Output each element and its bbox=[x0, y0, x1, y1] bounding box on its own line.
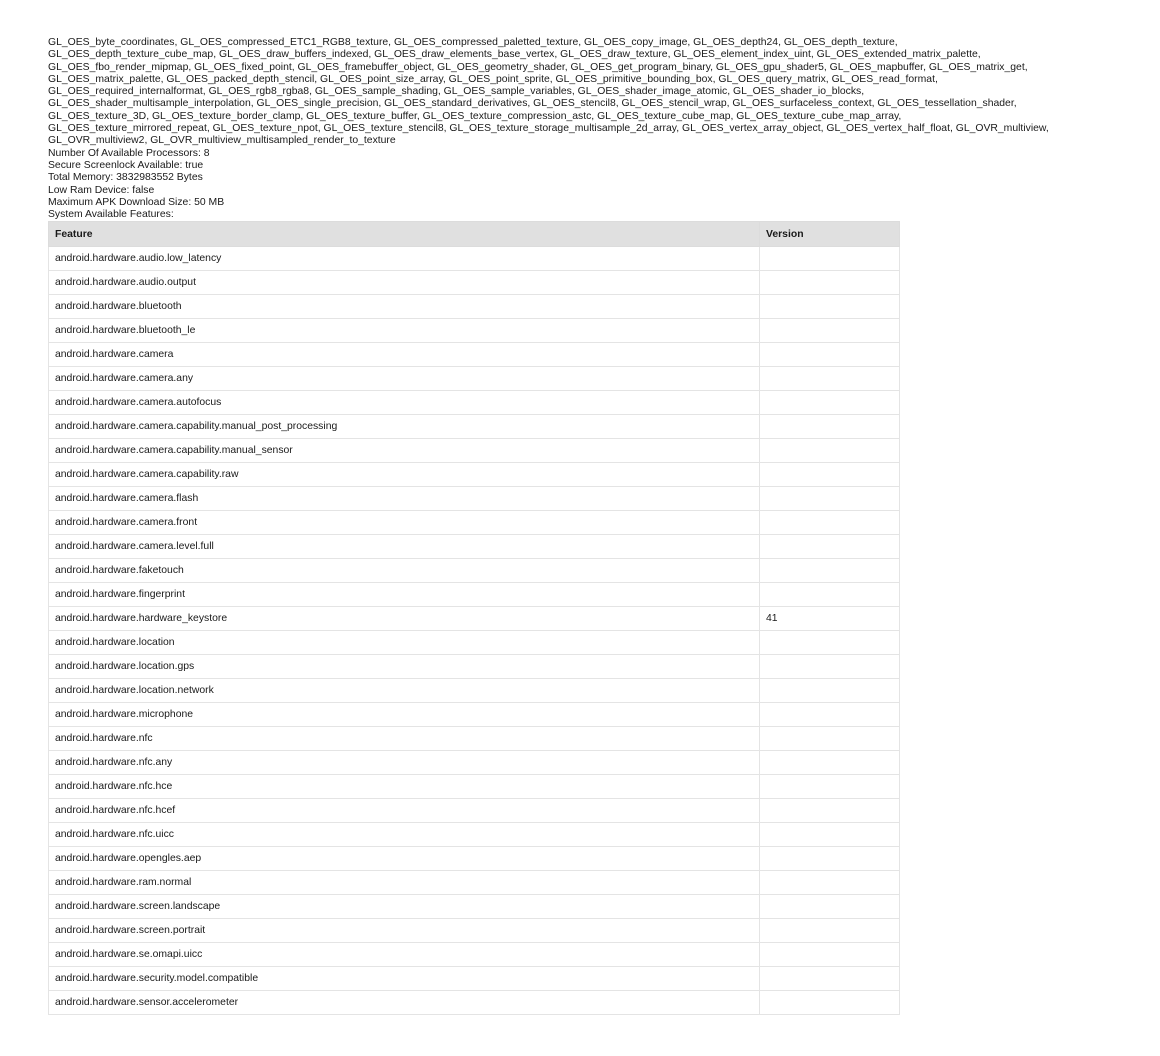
table-row bbox=[49, 919, 900, 943]
table-row bbox=[49, 967, 900, 991]
table-row bbox=[49, 751, 900, 775]
feature-name-cell: android.hardware.camera.capability.manual_post_processing bbox=[49, 415, 760, 439]
gl-extensions-line: GL_OES_byte_coordinates, GL_OES_compressed_ETC1_RGB8_texture, GL_OES_compressed_paletted_texture, GL_OES_copy_image, GL_OES_depth24, GL_OES_depth_texture, bbox=[48, 37, 898, 48]
version-column-header: Version bbox=[760, 222, 900, 247]
feature-version-cell bbox=[760, 583, 900, 607]
feature-name-cell: android.hardware.camera.capability.manual_sensor bbox=[49, 439, 760, 463]
feature-version-cell bbox=[760, 871, 900, 895]
feature-name-cell: android.hardware.audio.low_latency bbox=[49, 247, 760, 271]
table-row bbox=[49, 799, 900, 823]
feature-version-cell bbox=[760, 391, 900, 415]
feature-name-cell: android.hardware.hardware_keystore bbox=[49, 607, 760, 631]
table-row bbox=[49, 775, 900, 799]
feature-name-cell: android.hardware.location.gps bbox=[49, 655, 760, 679]
feature-version-cell bbox=[760, 655, 900, 679]
feature-name-cell: android.hardware.nfc.hcef bbox=[49, 799, 760, 823]
feature-name-cell: android.hardware.screen.landscape bbox=[49, 895, 760, 919]
gl-extensions-line: GL_OES_depth_texture_cube_map, GL_OES_draw_buffers_indexed, GL_OES_draw_elements_base_vertex, GL_OES_draw_texture, GL_OES_element_index_uint, GL_OES_extended_matrix_palette, bbox=[48, 49, 981, 61]
table-row bbox=[49, 823, 900, 847]
table-row bbox=[49, 271, 900, 295]
device-info-document bbox=[48, 37, 1118, 1015]
table-row bbox=[49, 391, 900, 415]
feature-name-cell: android.hardware.security.model.compatible bbox=[49, 967, 760, 991]
feature-version-cell bbox=[760, 919, 900, 943]
system-features-label: System Available Features: bbox=[48, 209, 174, 221]
feature-name-cell: android.hardware.opengles.aep bbox=[49, 847, 760, 871]
table-row bbox=[49, 487, 900, 511]
feature-name-cell: android.hardware.location.network bbox=[49, 679, 760, 703]
table-row bbox=[49, 343, 900, 367]
feature-name-cell: android.hardware.camera.any bbox=[49, 367, 760, 391]
table-row bbox=[49, 319, 900, 343]
feature-version-cell bbox=[760, 847, 900, 871]
feature-version-cell bbox=[760, 799, 900, 823]
feature-version-cell bbox=[760, 967, 900, 991]
table-row bbox=[49, 679, 900, 703]
feature-version-cell bbox=[760, 535, 900, 559]
feature-name-cell: android.hardware.screen.portrait bbox=[49, 919, 760, 943]
feature-name-cell: android.hardware.bluetooth_le bbox=[49, 319, 760, 343]
feature-version-cell bbox=[760, 367, 900, 391]
feature-name-cell: android.hardware.nfc bbox=[49, 727, 760, 751]
table-row bbox=[49, 655, 900, 679]
feature-version-cell bbox=[760, 343, 900, 367]
table-row bbox=[49, 895, 900, 919]
feature-name-cell: android.hardware.nfc.hce bbox=[49, 775, 760, 799]
feature-name-cell: android.hardware.audio.output bbox=[49, 271, 760, 295]
secure-screenlock-status: Secure Screenlock Available: true bbox=[48, 159, 204, 171]
feature-version-cell bbox=[760, 271, 900, 295]
features-table bbox=[48, 221, 900, 1015]
feature-version-cell bbox=[760, 559, 900, 583]
table-row bbox=[49, 727, 900, 751]
feature-name-cell: android.hardware.camera.flash bbox=[49, 487, 760, 511]
feature-version-cell bbox=[760, 511, 900, 535]
feature-name-cell: android.hardware.faketouch bbox=[49, 559, 760, 583]
feature-version-cell bbox=[760, 463, 900, 487]
feature-column-header: Feature bbox=[49, 222, 760, 247]
feature-version-cell bbox=[760, 631, 900, 655]
feature-version-cell bbox=[760, 415, 900, 439]
feature-version-cell bbox=[760, 487, 900, 511]
feature-version-cell bbox=[760, 991, 900, 1015]
gl-extensions-line: GL_OES_required_internalformat, GL_OES_rgb8_rgba8, GL_OES_sample_shading, GL_OES_sample_variables, GL_OES_shader_image_atomic, GL_OES_shader_io_blocks, bbox=[48, 86, 865, 98]
table-row bbox=[49, 583, 900, 607]
feature-name-cell: android.hardware.se.omapi.uicc bbox=[49, 943, 760, 967]
table-row bbox=[49, 295, 900, 319]
gl-extensions-line: GL_OES_fbo_render_mipmap, GL_OES_fixed_point, GL_OES_framebuffer_object, GL_OES_geometry_shader, GL_OES_get_program_binary, GL_OES_gpu_shader5, GL_OES_mapbuffer, GL_OES_matrix_get, bbox=[48, 61, 1028, 73]
feature-version-cell bbox=[760, 823, 900, 847]
table-row bbox=[49, 439, 900, 463]
features-table-header-row bbox=[49, 222, 900, 247]
table-row bbox=[49, 607, 900, 631]
table-row bbox=[49, 247, 900, 271]
gl-extensions-line: GL_OES_matrix_palette, GL_OES_packed_depth_stencil, GL_OES_point_size_array, GL_OES_point_sprite, GL_OES_primitive_bounding_box, GL_OES_query_matrix, GL_OES_read_format, bbox=[48, 73, 938, 85]
table-row bbox=[49, 559, 900, 583]
feature-name-cell: android.hardware.camera.autofocus bbox=[49, 391, 760, 415]
table-row bbox=[49, 511, 900, 535]
feature-version-cell bbox=[760, 775, 900, 799]
table-row bbox=[49, 367, 900, 391]
table-row bbox=[49, 871, 900, 895]
table-row bbox=[49, 631, 900, 655]
gl-extensions-line: GL_OVR_multiview2, GL_OVR_multiview_multisampled_render_to_texture bbox=[48, 135, 396, 147]
feature-version-cell bbox=[760, 247, 900, 271]
feature-version-cell bbox=[760, 727, 900, 751]
feature-name-cell: android.hardware.microphone bbox=[49, 703, 760, 727]
low-ram-status: Low Ram Device: false bbox=[48, 184, 155, 196]
max-apk-size: Maximum APK Download Size: 50 MB bbox=[48, 196, 225, 208]
feature-version-cell bbox=[760, 319, 900, 343]
table-row bbox=[49, 703, 900, 727]
feature-version-cell: 41 bbox=[760, 607, 900, 631]
table-row bbox=[49, 991, 900, 1015]
feature-version-cell bbox=[760, 943, 900, 967]
feature-version-cell bbox=[760, 295, 900, 319]
feature-name-cell: android.hardware.camera.capability.raw bbox=[49, 463, 760, 487]
gl-extensions-line: GL_OES_shader_multisample_interpolation, GL_OES_single_precision, GL_OES_standard_derivatives, GL_OES_stencil8, GL_OES_stencil_wrap, GL_OES_surfaceless_context, GL_OES_tessellation_shader, bbox=[48, 98, 1017, 110]
feature-version-cell bbox=[760, 895, 900, 919]
processors-count: Number Of Available Processors: 8 bbox=[48, 147, 210, 159]
gl-extensions-line: GL_OES_texture_3D, GL_OES_texture_border_clamp, GL_OES_texture_buffer, GL_OES_texture_compression_astc, GL_OES_texture_cube_map, GL_OES_texture_cube_map_array, bbox=[48, 110, 902, 122]
feature-name-cell: android.hardware.nfc.uicc bbox=[49, 823, 760, 847]
gl-extensions-line: GL_OES_texture_mirrored_repeat, GL_OES_texture_npot, GL_OES_texture_stencil8, GL_OES_texture_storage_multisample_2d_array, GL_OES_vertex_array_object, GL_OES_vertex_half_float, GL_OVR_multiview, bbox=[48, 123, 1049, 135]
feature-name-cell: android.hardware.nfc.any bbox=[49, 751, 760, 775]
feature-name-cell: android.hardware.fingerprint bbox=[49, 583, 760, 607]
features-table-body bbox=[49, 247, 900, 1015]
feature-name-cell: android.hardware.location bbox=[49, 631, 760, 655]
feature-name-cell: android.hardware.ram.normal bbox=[49, 871, 760, 895]
table-row bbox=[49, 463, 900, 487]
feature-version-cell bbox=[760, 439, 900, 463]
table-row bbox=[49, 415, 900, 439]
feature-version-cell bbox=[760, 751, 900, 775]
feature-name-cell: android.hardware.camera bbox=[49, 343, 760, 367]
feature-version-cell bbox=[760, 679, 900, 703]
feature-name-cell: android.hardware.sensor.accelerometer bbox=[49, 991, 760, 1015]
total-memory: Total Memory: 3832983552 Bytes bbox=[48, 172, 203, 184]
feature-version-cell bbox=[760, 703, 900, 727]
feature-name-cell: android.hardware.camera.level.full bbox=[49, 535, 760, 559]
gl-extensions-list bbox=[48, 37, 1118, 148]
feature-name-cell: android.hardware.bluetooth bbox=[49, 295, 760, 319]
table-row bbox=[49, 847, 900, 871]
table-row bbox=[49, 943, 900, 967]
feature-name-cell: android.hardware.camera.front bbox=[49, 511, 760, 535]
table-row bbox=[49, 535, 900, 559]
